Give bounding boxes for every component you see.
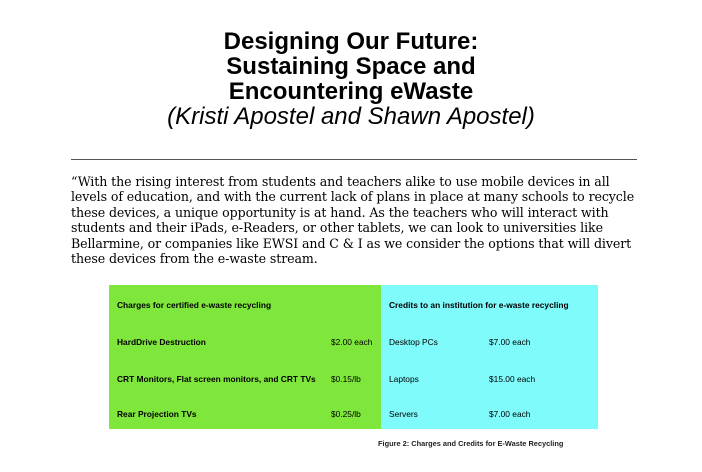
table-row xyxy=(109,399,598,429)
figure-caption: Figure 2: Charges and Credits for E-Waste Recycling xyxy=(378,439,564,448)
charges-header: Charges for certified e-waste recycling xyxy=(109,285,381,325)
credit-item: Desktop PCs xyxy=(381,325,481,359)
credit-price: $7.00 each xyxy=(481,399,598,429)
title-line-1: Designing Our Future: xyxy=(223,28,479,55)
charge-item: Rear Projection TVs xyxy=(109,399,323,429)
charge-price: $0.15/lb xyxy=(323,359,381,399)
credit-price: $7.00 each xyxy=(481,325,598,359)
quote-paragraph: “With the rising interest from students and teachers alike to use mobile devices in all levels of education, and with the current lack of plans in place at many schools to recycle these devices, a unique opportunity is at hand. As the teachers who will interact with students and their iPads, e-Readers, or other tablets, we can look to universities like Bellarmine, or companies like EWSI and C & I as we consider the options that will divert these devices from the e-waste stream. xyxy=(71,174,635,267)
credit-item: Laptops xyxy=(381,359,481,399)
title-line-2: Sustaining Space and xyxy=(226,53,476,80)
charge-item: HardDrive Destruction xyxy=(109,325,323,359)
credit-price: $15.00 each xyxy=(481,359,598,399)
ewaste-table xyxy=(109,285,598,429)
title-line-3: Encountering eWaste xyxy=(228,78,474,105)
charge-price: $2.00 each xyxy=(323,325,381,359)
table-row xyxy=(109,359,598,399)
page-title xyxy=(0,29,702,129)
table-header-row xyxy=(109,285,598,325)
charge-item: CRT Monitors, Flat screen monitors, and CRT TVs xyxy=(109,359,323,399)
divider xyxy=(71,159,637,160)
credit-item: Servers xyxy=(381,399,481,429)
table-row xyxy=(109,325,598,359)
credits-header: Credits to an institution for e-waste recycling xyxy=(381,285,598,325)
charge-price: $0.25/lb xyxy=(323,399,381,429)
title-authors: (Kristi Apostel and Shawn Apostel) xyxy=(167,103,535,130)
